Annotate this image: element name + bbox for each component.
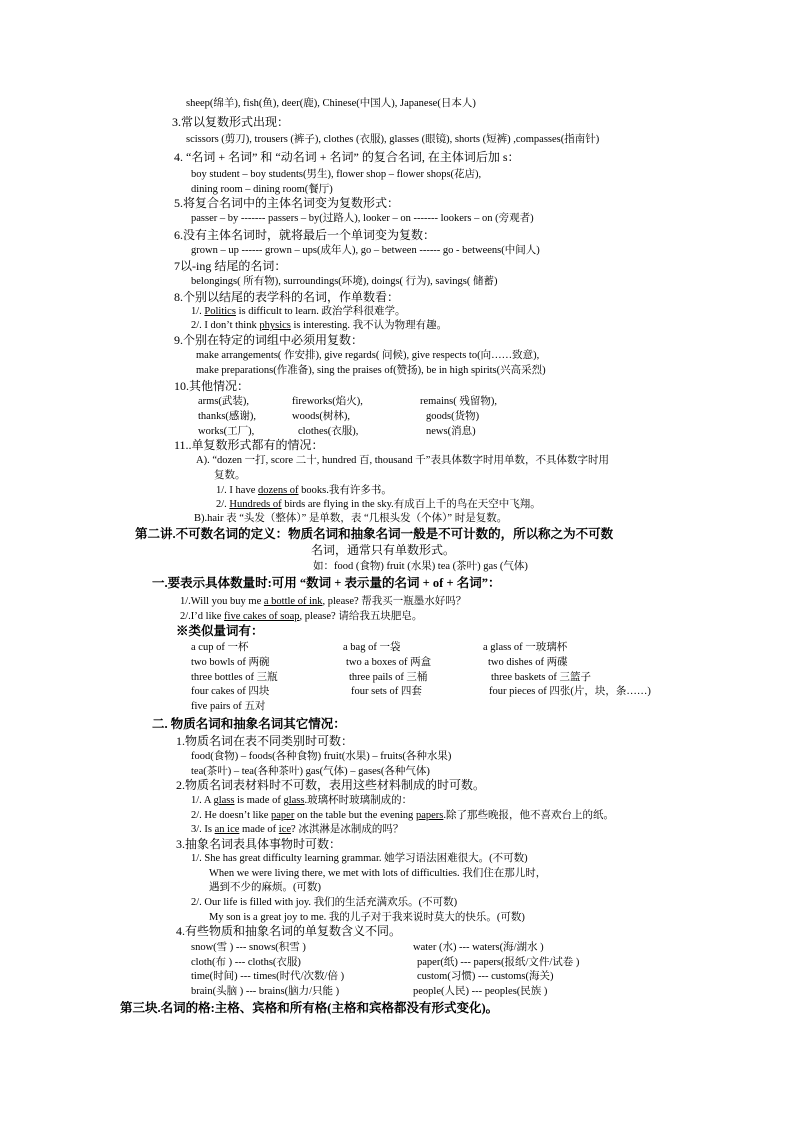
section-heading: 3.常以复数形式出现： [172, 115, 290, 129]
measure-cell: a bag of 一袋 [343, 642, 401, 653]
word-cell: news(消息) [426, 426, 476, 437]
text-line: tea(茶叶) – tea(各种茶叶) gas(气体) – gases(各种气体) [191, 766, 430, 777]
measure-cell: five pairs of 五对 [191, 701, 266, 712]
text-line: 名词，通常只有单数形式。 [311, 543, 456, 557]
section-heading: 2.物质名词表材料时不可数，表用这些材料制成的时可数。 [176, 778, 486, 792]
word-cell: paper(纸) --- papers(报纸/文件/试卷 ) [417, 957, 580, 968]
text-line: A). “dozen 一打, score 二十, hundred 百, thousand 千”表具体数字时用单数，不具体数字时用 [196, 455, 609, 466]
section-heading: 1.物质名词在表不同类别时可数： [176, 734, 354, 748]
text-line: belongings( 所有物), surroundings(环境), doings( 行为), savings( 储蓄) [191, 276, 498, 287]
measure-cell: two dishes of 两碟 [488, 657, 568, 668]
measure-cell: four sets of 四套 [351, 686, 422, 697]
section-heading: 5.将复合名词中的主体名词变为复数形式： [174, 196, 400, 210]
section-heading: 10.其他情况： [174, 379, 250, 393]
text-line: passer – by ------- passers – by(过路人), looker – on ------- lookers – on (旁观者) [191, 213, 534, 224]
example-line: 3/. Is an ice made of ice? 冰淇淋是冰制成的吗？ [191, 824, 404, 835]
measure-cell: a glass of 一玻璃杯 [483, 642, 568, 653]
measure-cell: three bottles of 三瓶 [191, 672, 278, 683]
text-line: grown – up ------ grown – ups(成年人), go – between ------ go - betweens(中间人) [191, 245, 540, 256]
measure-cell: four cakes of 四块 [191, 686, 270, 697]
text-line: 遇到不少的麻烦。(可数) [209, 882, 321, 893]
section-heading: 3.抽象名词表具体事物时可数： [176, 837, 342, 851]
lecture-heading: 第二讲.不可数名词的定义：物质名词和抽象名词一般是不可计数的，所以称之为不可数 [135, 527, 614, 541]
text-line: 2/. Our life is filled with joy. 我们的生活充满欢乐。(不可数) [191, 897, 458, 908]
word-cell: clothes(衣服), [298, 426, 359, 437]
word-cell: snow(雪 ) --- snows(积雪 ) [191, 942, 306, 953]
text-line: boy student – boy students(男生), flower shop – flower shops(花店), [191, 169, 482, 180]
text-line: B).hair 表 “头发（整体）” 是单数，表 “几根头发（个体）” 时是复数。 [194, 513, 508, 524]
text-line: dining room – dining room(餐厅) [191, 184, 333, 195]
text-line: When we were living there, we met with lots of difficulties. 我们住在那儿时， [209, 868, 547, 879]
example-line: 1/. A glass is made of glass.玻璃杯时玻璃制成的： [191, 795, 413, 806]
text-line: make arrangements( 作安排), give regards( 问候), give respects to(向……致意), [196, 350, 540, 361]
word-cell: brain(头脑 ) --- brains(脑力/只能 ) [191, 986, 340, 997]
measure-cell: three baskets of 三篮子 [491, 672, 592, 683]
word-cell: custom(习惯) --- customs(海关) [417, 971, 554, 982]
word-cell: arms(武装), [198, 396, 250, 407]
section-heading: 4.有些物质和抽象名词的单复数含义不同。 [176, 924, 402, 938]
word-cell: thanks(感谢), [198, 411, 257, 422]
example-line: 2/.I’d like five cakes of soap, please? 请给我五块肥皂。 [180, 611, 423, 622]
text-line: make preparations(作准备), sing the praises of(赞扬), be in high spirits(兴高采烈) [196, 365, 546, 376]
text-line: 复数。 [214, 470, 246, 481]
lecture-heading: 第三块.名词的格:主格、宾格和所有格(主格和宾格都没有形式变化)。 [120, 1001, 499, 1015]
word-cell: works(工厂), [198, 426, 255, 437]
word-cell: cloth(布 ) --- cloths(衣服) [191, 957, 301, 968]
example-line: 2/. Hundreds of birds are flying in the sky.有成百上千的鸟在天空中飞翔。 [216, 499, 541, 510]
text-line: scissors (剪刀), trousers (裤子), clothes (衣服), glasses (眼镜), shorts (短裤) ,compasses(指南针) [186, 134, 600, 145]
subsection-heading: 二. 物质名词和抽象名词其它情况： [152, 717, 346, 731]
text-line: 如：food (食物) fruit (水果) tea (茶叶) gas (气体) [313, 561, 528, 572]
section-heading: 7以-ing 结尾的名词： [174, 259, 287, 273]
word-cell: woods(树林), [292, 411, 351, 422]
text-line: sheep(绵羊), fish(鱼), deer(鹿), Chinese(中国人), Japanese(日本人) [186, 98, 476, 109]
measure-cell: two a boxes of 两盒 [346, 657, 432, 668]
text-line: My son is a great joy to me. 我的儿子对于我来说时莫大的快乐。(可数) [209, 912, 525, 923]
section-heading: 11..单复数形式都有的情况： [174, 438, 324, 452]
measure-cell: a cup of 一杯 [191, 642, 249, 653]
word-cell: fireworks(焰火), [292, 396, 363, 407]
section-heading: 9.个别在特定的词组中必须用复数： [174, 333, 364, 347]
measure-cell: four pieces of 四张(片，块，条……) [489, 686, 651, 697]
example-line: 1/.Will you buy me a bottle of ink, please? 帮我买一瓶墨水好吗？ [180, 596, 467, 607]
measure-cell: two bowls of 两碗 [191, 657, 270, 668]
subsection-heading: ※类似量词有： [176, 624, 264, 638]
example-line: 2/. He doesn’t like paper on the table but the evening papers.除了那些晚报，他不喜欢台上的纸。 [191, 810, 614, 821]
word-cell: people(人民) --- peoples(民族 ) [413, 986, 548, 997]
example-line: 2/. I don’t think physics is interesting. 我不认为物理有趣。 [191, 320, 448, 331]
word-cell: goods(货物) [426, 411, 480, 422]
word-cell: remains( 残留物), [420, 396, 497, 407]
section-heading: 6.没有主体名词时，就将最后一个单词变为复数： [174, 228, 436, 242]
example-line: 1/. Politics is difficult to learn. 政治学科很难学。 [191, 306, 406, 317]
text-line: 1/. She has great difficulty learning grammar. 她学习语法困难很大。(不可数) [191, 853, 528, 864]
text-line: food(食物) – foods(各种食物) fruit(水果) – fruits(各种水果) [191, 751, 452, 762]
subsection-heading: 一.要表示具体数量时:可用 “数词 + 表示量的名词 + of + 名词”： [152, 576, 501, 590]
word-cell: time(时间) --- times(时代/次数/倍 ) [191, 971, 345, 982]
measure-cell: three pails of 三桶 [349, 672, 428, 683]
example-line: 1/. I have dozens of books.我有许多书。 [216, 485, 392, 496]
section-heading: 4. “名词 + 名词” 和 “动名词 + 名词” 的复合名词, 在主体词后加 s： [174, 150, 520, 164]
word-cell: water (水) --- waters(海/湖水 ) [413, 942, 544, 953]
section-heading: 8.个别以结尾的表学科的名词，作单数看： [174, 290, 400, 304]
